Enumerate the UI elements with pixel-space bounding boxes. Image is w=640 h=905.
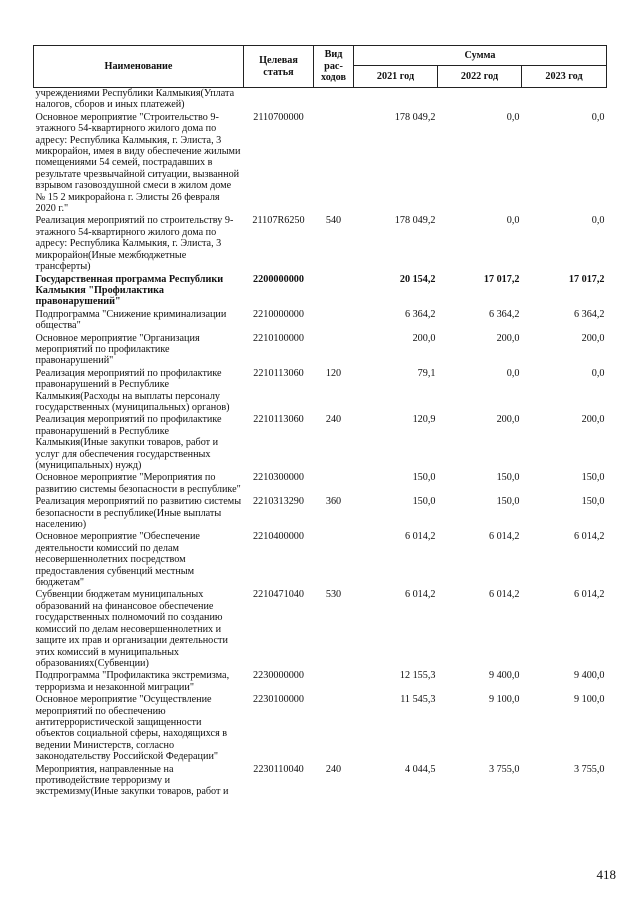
row-target-code: 2200000000 [253,273,304,285]
row-target-code: 2210313290 [253,496,304,508]
row-target-code: 2210113060 [253,367,304,379]
row-expense-kind: 360 [325,496,342,508]
table-row [34,472,607,496]
row-sum-2021: 200,0 [412,332,436,344]
row-sum-2022: 3 755,0 [488,763,520,775]
row-target-code: 2110700000 [253,111,304,123]
row-target-code: 2230100000 [253,694,304,706]
row-sum-2023: 6 364,2 [573,308,605,320]
row-sum-2023: 150,0 [581,472,605,484]
row-sum-2023: 3 755,0 [573,763,605,775]
row-sum-2021: 6 014,2 [404,589,436,601]
budget-table [33,45,607,799]
header-name: Наименование [34,46,244,88]
row-sum-2022: 150,0 [496,472,520,484]
row-expense-kind [314,309,354,333]
row-name: Основное мероприятие "Обеспечение деятельности комиссий по делам несовершеннолетних посредством предоставления субвенций местным бюджетам" [35,531,200,589]
table-row [34,414,607,472]
table-row [34,309,607,333]
row-name: Подпрограмма "Снижение криминализации общества" [35,308,227,332]
table-row [34,368,607,415]
table-row [34,531,607,589]
row-sum-2022: 0,0 [506,111,520,123]
row-sum-2021: 6 014,2 [404,531,436,543]
row-sum-2021: 4 044,5 [404,763,436,775]
header-2021: 2021 год [354,66,438,88]
row-target-code: 2230000000 [253,670,304,682]
row-sum-2021: 79,1 [417,367,436,379]
row-target-code: 2210471040 [253,589,304,601]
row-expense-kind: 530 [325,589,342,601]
row-expense-kind [314,531,354,589]
table-row [34,333,607,368]
table-header [34,46,607,88]
row-sum-2023 [522,88,607,112]
row-name: Реализация мероприятий по профилактике правонарушений в Республике Калмыкия(Расходы на выплаты персоналу государственных (муниципальных) органов) [35,367,230,413]
header-target: Целевая статья [244,46,314,88]
table-row [34,112,607,216]
row-target-code: 2210000000 [253,308,304,320]
row-sum-2023: 200,0 [581,414,605,426]
header-kind: Вид рас-ходов [314,46,354,88]
header-sum: Сумма [354,46,607,66]
header-2023: 2023 год [522,66,607,88]
row-sum-2021: 6 364,2 [404,308,436,320]
row-name: Государственная программа Республики Калмыкия "Профилактика правонарушений" [35,273,224,308]
row-sum-2022: 0,0 [506,367,520,379]
table-body [34,88,607,799]
row-sum-2023: 0,0 [591,367,605,379]
row-name: Основное мероприятие "Осуществление мероприятий по обеспечению антитеррористической защищенности объектов социальной сферы, находящихся в ведении Министерств, согласно законодательству Российской Федерации" [35,694,228,763]
row-sum-2021: 20 154,2 [399,273,436,285]
row-sum-2021 [354,88,438,112]
row-expense-kind [314,472,354,496]
row-sum-2022: 200,0 [496,332,520,344]
row-expense-kind [314,88,354,112]
row-sum-2023: 9 400,0 [573,670,605,682]
row-sum-2022: 6 014,2 [488,589,520,601]
row-name: Основное мероприятие "Организация мероприятий по профилактике правонарушений" [35,332,200,367]
table-row [34,670,607,694]
row-name: Реализация мероприятий по строительству 9-этажного 54-квартирного жилого дома по адресу: Республика Калмыкия, г. Элиста, 3 микрорайон(Иные межбюджетные трансферты) [35,215,234,273]
row-sum-2023: 6 014,2 [573,531,605,543]
row-sum-2023: 0,0 [591,215,605,227]
row-target-code: 2210100000 [253,332,304,344]
row-sum-2022: 6 014,2 [488,531,520,543]
row-sum-2021: 150,0 [412,496,436,508]
row-name: Субвенции бюджетам муниципальных образований на финансовое обеспечение государственных полномочий по созданию комиссий по делам несовершеннолетних и защите их прав и организации деятельности этих комиссий в муниципальных образованиях(Субвенции) [35,589,228,669]
row-expense-kind [314,112,354,216]
row-name: Реализация мероприятий по развитию системы безопасности в республике(Иные выплаты населению) [35,496,242,531]
row-name: Реализация мероприятий по профилактике правонарушений в Республике Калмыкия(Иные закупки товаров, работ и услуг для обеспечения государственных (муниципальных) нужд) [35,414,222,471]
row-sum-2021: 12 155,3 [399,670,436,682]
row-target-code: 2210113060 [253,414,304,426]
row-name: учреждениями Республики Калмыкия(Уплата налогов, сборов и иных платежей) [35,88,235,111]
row-expense-kind: 240 [325,763,342,775]
row-sum-2023: 0,0 [591,111,605,123]
page-number: 418 [596,867,616,882]
row-sum-2023: 200,0 [581,332,605,344]
table-row [34,496,607,531]
table-row [34,88,607,112]
row-sum-2022: 9 100,0 [488,694,520,706]
row-sum-2022: 150,0 [496,496,520,508]
row-expense-kind [314,670,354,694]
row-target-code: 21107R6250 [252,215,305,227]
table-row [34,764,607,799]
row-sum-2021: 178 049,2 [394,215,436,227]
table-row [34,274,607,309]
row-sum-2023: 150,0 [581,496,605,508]
header-2022: 2022 год [438,66,522,88]
row-sum-2021: 150,0 [412,472,436,484]
row-sum-2022: 0,0 [506,215,520,227]
row-sum-2022 [438,88,522,112]
table-row [34,589,607,670]
row-sum-2021: 11 545,3 [400,694,436,706]
table-row [34,215,607,273]
row-sum-2021: 178 049,2 [394,111,436,123]
row-name: Основное мероприятие "Строительство 9-этажного 54-квартирного жилого дома по адресу: Республика Калмыкия, г. Элиста, 3 микрорайон, имея в виду обеспечение жилыми помещениями 54 семей, пострадавших в результате чрезвычайной ситуации, вызванной взрывом газовоздушной смеси в жилом доме № 15 2 микрорайона г. Элисты 26 февраля 2020 г." [35,111,241,215]
table-row [34,694,607,763]
row-expense-kind: 240 [325,414,342,426]
row-sum-2022: 200,0 [496,414,520,426]
row-sum-2023: 17 017,2 [568,273,605,285]
row-expense-kind: 540 [325,215,342,227]
row-target-code [244,88,314,112]
row-name: Мероприятия, направленные на противодействие терроризму и экстремизму(Иные закупки товаров, работ и [35,763,229,798]
row-target-code: 2230110040 [253,763,304,775]
row-expense-kind [314,274,354,309]
row-sum-2022: 9 400,0 [488,670,520,682]
row-target-code: 2210400000 [253,531,304,543]
row-expense-kind [314,694,354,763]
row-sum-2021: 120,9 [412,414,436,426]
row-name: Подпрограмма "Профилактика экстремизма, терроризма и незаконной миграции" [35,670,230,693]
row-sum-2022: 6 364,2 [488,308,520,320]
row-target-code: 2210300000 [253,472,304,484]
row-sum-2022: 17 017,2 [483,273,520,285]
row-expense-kind [314,333,354,368]
row-expense-kind: 120 [325,367,342,379]
row-name: Основное мероприятие "Мероприятия по развитию системы безопасности в республике" [35,472,241,495]
row-sum-2023: 6 014,2 [573,589,605,601]
row-sum-2023: 9 100,0 [573,694,605,706]
